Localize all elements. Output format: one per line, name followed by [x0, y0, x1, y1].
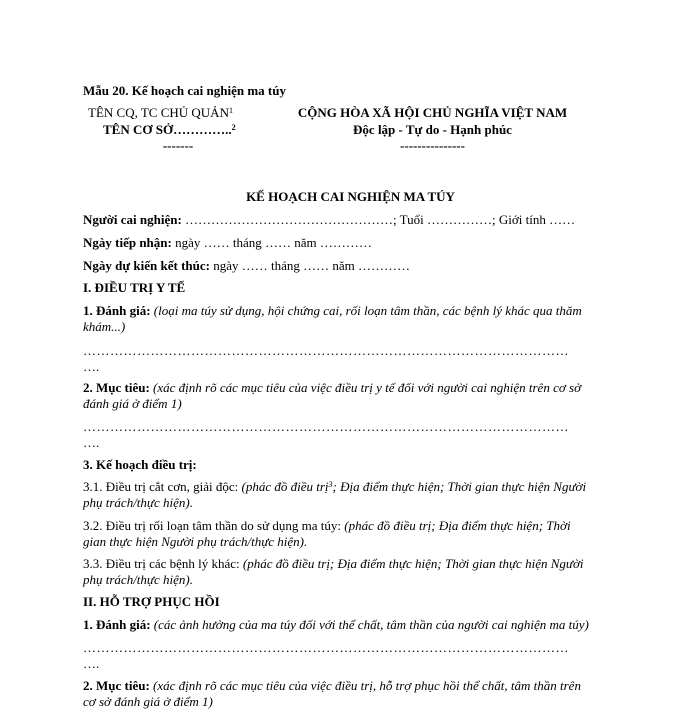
footnote-1-mark: 1 [228, 106, 233, 115]
s1-goal-text-2: đánh giá ở điểm 1) [83, 396, 182, 411]
s1-assess-dots: ……………………………………………………………………………………………… [83, 343, 569, 358]
s1-plan-3-2-text: (phác đồ điều trị; Địa điểm thực hiện; Thời [344, 518, 571, 533]
s1-goal-dots: ……………………………………………………………………………………………… [83, 419, 569, 434]
section-2-heading: II. HỖ TRỢ PHỤC HỒI [83, 594, 220, 609]
section-1-heading: I. ĐIỀU TRỊ Y TẾ [83, 280, 186, 295]
form-label: Mẫu 20. Kế hoạch cai nghiện ma túy [83, 83, 286, 98]
s1-plan-3-2 [83, 518, 618, 534]
s2-assess [83, 617, 618, 633]
s1-goal-dots-tail: …. [83, 435, 100, 450]
national-name: CỘNG HÒA XÃ HỘI CHỦ NGHĨA VIỆT NAM [297, 105, 568, 120]
field-end [83, 258, 618, 274]
s1-plan-heading: 3. Kế hoạch điều trị: [83, 457, 197, 472]
s1-plan-3-3-text: (phác đồ điều trị; Địa điểm thực hiện; Thời gian thực hiện Người [242, 556, 584, 571]
s2-assess-text: (các ảnh hưởng của ma túy đối với thể chất, tâm thần của người cai nghiện ma túy) [150, 617, 589, 632]
agency-name [88, 105, 268, 121]
s2-assess-label: 1. Đánh giá: [83, 617, 151, 632]
s1-assess [83, 303, 618, 319]
s2-assess-dots: ……………………………………………………………………………………………… [83, 640, 569, 655]
s1-plan-3-1-line2: phụ trách/thực hiện). [83, 495, 193, 510]
s1-plan-3-2-label: 3.2. Điều trị rối loạn tâm thần do sử dụng ma túy: [83, 518, 345, 533]
field-person [83, 212, 618, 228]
s1-goal [83, 380, 618, 396]
document-title: KẾ HOẠCH CAI NGHIỆN MA TÚY [246, 189, 455, 204]
field-received-value: ngày …… tháng …… năm ………… [171, 235, 372, 250]
s1-goal-text-1: (xác định rõ các mục tiêu của việc điều trị y tế đối với người cai nghiện trên cơ sở [149, 380, 582, 395]
s1-assess-dots-tail: …. [83, 359, 100, 374]
s1-plan-3-2-line2: gian thực hiện Người phụ trách/thực hiện). [83, 534, 308, 549]
field-person-value: …………………………………………; Tuổi ……………; Giới tính …… [181, 212, 576, 227]
s2-goal-text-1: (xác định rõ các mục tiêu của việc điều trị, hỗ trợ phục hồi thể chất, tâm thần trên [149, 678, 581, 693]
field-end-label: Ngày dự kiến kết thúc: [83, 258, 210, 273]
s1-plan-3-3-line2: phụ trách/thực hiện). [83, 572, 193, 587]
s1-plan-3-1-text-b: ; Địa điểm thực hiện; Thời gian thực hiện Người [332, 479, 587, 494]
left-rule: ------- [162, 138, 194, 153]
s2-assess-dots-tail: …. [83, 656, 100, 671]
s2-goal-text-2: cơ sở đánh giá ở điểm 1) [83, 694, 213, 709]
facility-name [103, 122, 263, 138]
field-end-value: ngày …… tháng …… năm ………… [209, 258, 411, 273]
agency-name-text: TÊN CQ, TC CHỦ QUẢN [88, 105, 229, 120]
s1-plan-3-3 [83, 556, 618, 572]
facility-name-text: TÊN CƠ SỞ………….. [103, 122, 232, 137]
s1-plan-3-3-label: 3.3. Điều trị các bệnh lý khác: [83, 556, 243, 571]
field-person-label: Người cai nghiện: [83, 212, 182, 227]
right-rule: --------------- [400, 138, 465, 153]
s2-goal [83, 678, 618, 694]
s1-plan-3-1 [83, 479, 618, 495]
national-motto: Độc lập - Tự do - Hạnh phúc [353, 122, 512, 137]
field-received [83, 235, 618, 251]
s1-assess-text-2: khám...) [83, 319, 126, 334]
s1-assess-label: 1. Đánh giá: [83, 303, 151, 318]
s1-goal-label: 2. Mục tiêu: [83, 380, 150, 395]
field-received-label: Ngày tiếp nhận: [83, 235, 172, 250]
footnote-2-mark: 2 [231, 123, 236, 132]
s1-plan-3-1-text-a: (phác đồ điều trị [241, 479, 329, 494]
s1-plan-3-1-label: 3.1. Điều trị cắt cơn, giải độc: [83, 479, 242, 494]
s2-goal-label: 2. Mục tiêu: [83, 678, 150, 693]
footnote-3-mark: 3 [328, 480, 333, 489]
s1-assess-text-1: (loại ma túy sử dụng, hội chứng cai, rối loạn tâm thần, các bệnh lý khác qua thăm [150, 303, 582, 318]
